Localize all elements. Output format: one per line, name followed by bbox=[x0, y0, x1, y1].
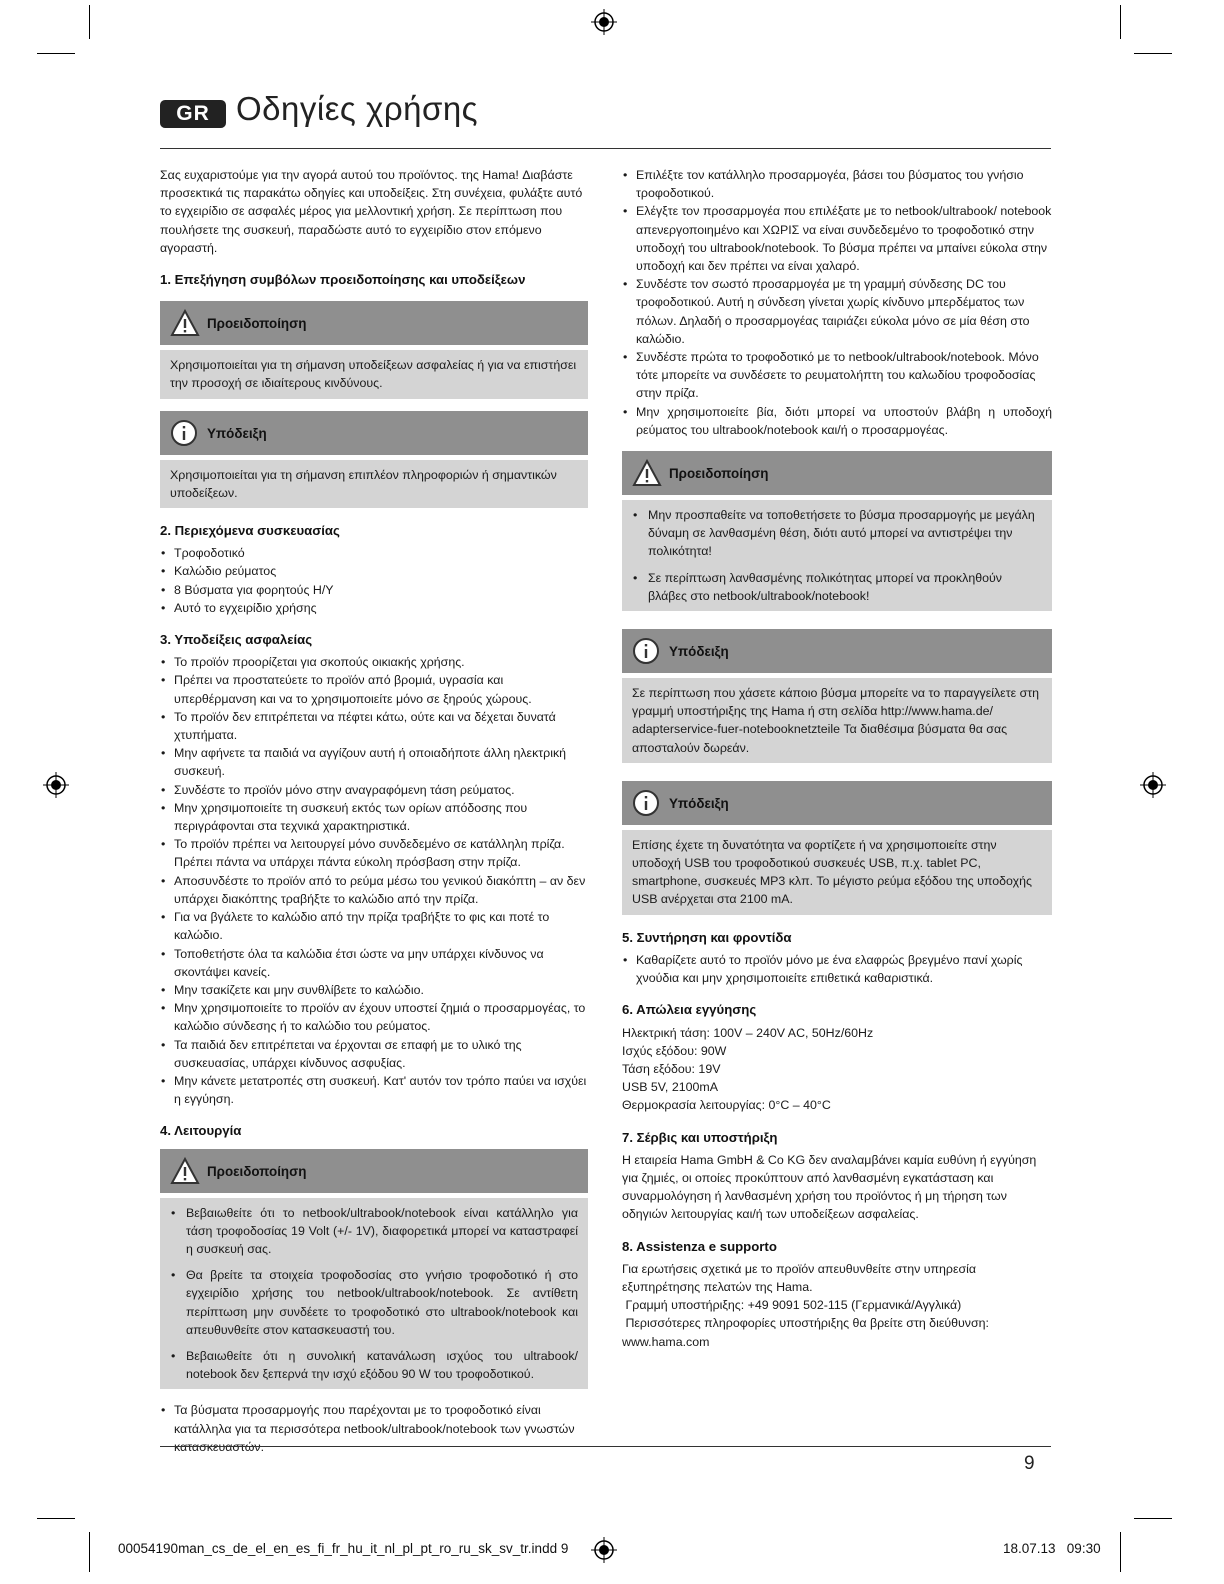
list-item: • Το προϊόν προορίζεται για σκοπούς οικιακής χρήσης. bbox=[160, 653, 588, 671]
crop-mark bbox=[1134, 1518, 1172, 1519]
list-item: • Το προϊόν δεν επιτρέπεται να πέφτει κάτω, ούτε και να δέχεται δυνατά χτυπήματα. bbox=[160, 708, 588, 744]
section-heading: 2. Περιεχόμενα συσκευασίας bbox=[160, 523, 340, 539]
hint-box bbox=[160, 411, 588, 508]
intro-paragraph: Σας ευχαριστούμε για την αγορά αυτού του προϊόντος. της Hama! Διαβάστε προσεκτικά τις παρακάτω οδηγίες και υποδείξεις. Στη συνέχεια, φυλάξτε αυτό το εγχειρίδιο σε ασφαλές μέρος για μελλοντική χρήση. Σε περίπτωση που πουλήσετε της συσκευή, παραδώστε αυτό το εγχειρίδιο στον επόμενο αγοραστή. bbox=[160, 168, 583, 255]
section-heading: 4. Λειτουργία bbox=[160, 1123, 242, 1139]
list-item: • Μην χρησιμοποιείτε το προϊόν αν έχουν υποστεί ζημιά ο προσαρμογέας, το καλώδιο σύνδεσης ή το καλώδιο του ρεύματος. bbox=[160, 999, 588, 1035]
registration-mark-icon bbox=[591, 1537, 617, 1563]
file-slug: 00054190man_cs_de_el_en_es_fi_fr_hu_it_nl_pl_pt_ro_ru_sk_sv_tr.indd 9 bbox=[118, 1541, 569, 1556]
footer-rule bbox=[160, 1446, 1051, 1447]
section-heading: 5. Συντήρηση και φροντίδα bbox=[622, 929, 792, 945]
warning-triangle-icon bbox=[632, 459, 662, 487]
support-line: Περισσότερες πληροφορίες υποστήριξης θα βρείτε στη διεύθυνση: bbox=[622, 1316, 989, 1331]
list-item: • Μην τσακίζετε και μην συνθλίβετε το καλώδιο. bbox=[160, 981, 588, 999]
support-line: Γραμμή υποστήριξης: +49 9091 502-115 (Γερμανικά/Αγγλικά) bbox=[622, 1298, 962, 1313]
list-item: • Τα βύσματα προσαρμογής που παρέχονται με το τροφοδοτικό είναι κατάλληλα για τα περισσότερα netbook/ultrabook/notebook των γνωστών κατασκευαστών. bbox=[160, 1401, 588, 1456]
list-item: • Αποσυνδέστε το προϊόν από το ρεύμα μέσω του γενικού διακόπτη – αν δεν υπάρχει διακόπτης τραβήξτε το καλώδιο από την πρίζα. bbox=[160, 872, 588, 908]
list-item: • Μην προσπαθείτε να τοποθετήσετε το βύσμα προσαρμογής με μεγάλη δύναμη σε λανθασμένη θέση, διότι αυτό μπορεί να αντιστρέψει την πολικότητα! bbox=[632, 506, 1042, 561]
warning-box bbox=[160, 301, 588, 398]
crop-mark bbox=[1134, 53, 1172, 54]
warning-label: Προειδοποίηση bbox=[669, 466, 769, 482]
service-paragraph: Η εταιρεία Hama GmbH & Co KG δεν αναλαμβάνει καμία ευθύνη ή εγγύηση για ζημιές, οι οποίες προκύπτουν από λανθασμένη εγκατάσταση και συναρμολόγηση ή λανθασμένη χρήση του προϊόντος ή μη τήρηση των οδηγιών λειτουργίας και/ή των υποδείξεων ασφαλείας. bbox=[622, 1152, 1037, 1222]
hint-box bbox=[622, 781, 1052, 915]
warning-text: Χρησιμοποιείται για τη σήμανση υποδείξεων ασφαλείας ή για να επιστήσει την προσοχή σε ιδιαίτερους κινδύνους. bbox=[170, 358, 577, 391]
page-header bbox=[160, 90, 1051, 149]
hint-text: Επίσης έχετε τη δυνατότητα να φορτίζετε ή να χρησιμοποιείτε στην υποδοχή USB του τροφοδοτικού συσκευές USB, π.χ. tablet PC, smartphone, συσκευές MP3 κλπ. Το μέγιστο ρεύμα εξόδου της υποδοχής USB ανέρχεται στα 2100 mA. bbox=[632, 837, 1032, 907]
crop-mark bbox=[37, 53, 75, 54]
list-item: • Τοποθετήστε όλα τα καλώδια έτσι ώστε να μην υπάρχει κίνδυνος να σκοντάψει κανείς. bbox=[160, 945, 588, 981]
list-item: • Μην κάνετε μετατροπές στη συσκευή. Κατ' αυτόν τον τρόπο παύει να ισχύει η εγγύηση. bbox=[160, 1072, 588, 1108]
hint-label: Υπόδειξη bbox=[207, 425, 267, 441]
warning-triangle-icon bbox=[170, 1157, 200, 1185]
list-item: • Αυτό το εγχειρίδιο χρήσης bbox=[160, 599, 588, 617]
list-item: • Πρέπει να προστατεύετε το προϊόν από βρομιά, υγρασία και υπερθέρμανση και να το χρησιμοποιείτε μόνο σε ξηρούς χώρους. bbox=[160, 671, 588, 707]
hint-text: Χρησιμοποιείται για τη σήμανση επιπλέον πληροφοριών ή σημαντικών υποδείξεων. bbox=[170, 467, 557, 500]
hint-box bbox=[622, 629, 1052, 763]
package-contents-list bbox=[160, 544, 588, 617]
list-item: • Συνδέστε το προϊόν μόνο στην αναγραφόμενη τάση ρεύματος. bbox=[160, 781, 588, 799]
list-item: • Συνδέστε τον σωστό προσαρμογέα με τη γραμμή σύνδεσης DC του τροφοδοτικού. Αυτή η σύνδεση γίνεται χωρίς κίνδυνο μπερδέματος των πόλων. Δηλαδή ο προσαρμογέας ταιριάζει εύκολα μόνο σε μία θέση στο καλώδιο. bbox=[622, 275, 1052, 348]
hint-text: Σε περίπτωση που χάσετε κάποιο βύσμα μπορείτε να το παραγγείλετε στη γραμμή υποστήριξης της Hama ή στη σελίδα http://www.hama.de/ adapterservice-fuer-notebooknetzteile Τα διαθέσιμα βύσματα θα σας αποσταλούν δωρεάν. bbox=[632, 686, 1039, 755]
section-heading: 6. Απώλεια εγγύησης bbox=[622, 1002, 757, 1018]
page-title: Οδηγίες χρήσης bbox=[236, 90, 479, 127]
warning-label: Προειδοποίηση bbox=[207, 1163, 307, 1179]
registration-mark-icon bbox=[43, 772, 69, 798]
list-item: • Θα βρείτε τα στοιχεία τροφοδοσίας στο γνήσιο τροφοδοτικό ή στο εγχειρίδιο χρήσης του netbook/ultrabook/notebook. Σε αντίθετη περίπτωση μην συνδέετε το τροφοδοτικό στο ultrabook/notebook και απευθυνθείτε στον κατασκευαστή του. bbox=[170, 1266, 578, 1339]
crop-mark bbox=[89, 5, 90, 39]
spec-line: Ισχύς εξόδου: 90W bbox=[622, 1043, 727, 1058]
section-heading: 3. Υποδείξεις ασφαλείας bbox=[160, 632, 313, 648]
hint-label: Υπόδειξη bbox=[669, 795, 729, 811]
info-icon bbox=[632, 789, 662, 817]
spec-line: Ηλεκτρική τάση: 100V – 240V AC, 50Hz/60Hz bbox=[622, 1025, 874, 1040]
spec-line: Τάση εξόδου: 19V bbox=[622, 1061, 721, 1076]
list-item: • Μην χρησιμοποιείτε τη συσκευή εκτός των ορίων απόδοσης που περιγράφονται στα τεχνικά χαρακτηριστικά. bbox=[160, 799, 588, 835]
list-item: • Καθαρίζετε αυτό το προϊόν μόνο με ένα ελαφρώς βρεγμένο πανί χωρίς χνούδια και μην χρησιμοποιείτε επιθετικά καθαριστικά. bbox=[622, 951, 1052, 987]
operation-steps-list bbox=[622, 166, 1052, 439]
section-heading: 8. Assistenza e supporto bbox=[622, 1238, 777, 1254]
list-item: • 8 Βύσματα για φορητούς Η/Υ bbox=[160, 581, 588, 599]
section-heading: 7. Σέρβις και υποστήριξη bbox=[622, 1129, 778, 1145]
section-heading: 1. Επεξήγηση συμβόλων προειδοποίησης και υποδείξεων bbox=[160, 272, 526, 288]
info-icon bbox=[632, 637, 662, 665]
warning-box bbox=[160, 1149, 588, 1390]
list-item: • Το προϊόν πρέπει να λειτουργεί μόνο συνδεδεμένο σε κατάλληλη πρίζα. Πρέπει πάντα να υπάρχει πάντα εύκολη πρόσβαση στην πρίζα. bbox=[160, 835, 588, 871]
left-column bbox=[160, 166, 588, 1456]
spec-line: Θερμοκρασία λειτουργίας: 0°C – 40°C bbox=[622, 1098, 831, 1113]
warning-box bbox=[622, 451, 1052, 611]
list-item: • Τα παιδιά δεν επιτρέπεται να έρχονται σε επαφή με το υλικό της συσκευασίας, υπάρχει κίνδυνος ασφυξίας. bbox=[160, 1036, 588, 1072]
registration-mark-icon bbox=[591, 9, 617, 35]
crop-mark bbox=[1120, 5, 1121, 39]
list-item: • Βεβαιωθείτε ότι η συνολική κατανάλωση ισχύος του ultrabook/ notebook δεν ξεπερνά την ισχύ εξόδου 90 W του τροφοδοτικού. bbox=[170, 1347, 578, 1383]
list-item: • Βεβαιωθείτε ότι το netbook/ultrabook/notebook είναι κατάλληλο για τάση τροφοδοσίας 19 Volt (+/- 1V), διαφορετικά μπορεί να καταστραφεί η συσκευή σας. bbox=[170, 1204, 578, 1259]
list-item: • Για να βγάλετε το καλώδιο από την πρίζα τραβήξτε το φις και ποτέ το καλώδιο. bbox=[160, 908, 588, 944]
list-item: • Σε περίπτωση λανθασμένης πολικότητας μπορεί να προκληθούν βλάβες στο netbook/ultrabook/notebook! bbox=[632, 569, 1042, 605]
specs-block bbox=[622, 1024, 1052, 1115]
list-item: • Καλώδιο ρεύματος bbox=[160, 562, 588, 580]
print-datetime: 18.07.13 09:30 bbox=[1003, 1541, 1101, 1556]
crop-mark bbox=[1120, 1532, 1121, 1572]
hint-label: Υπόδειξη bbox=[669, 644, 729, 660]
right-column bbox=[622, 166, 1052, 1351]
info-icon bbox=[170, 419, 200, 447]
page-number: 9 bbox=[1024, 1453, 1035, 1474]
maintenance-list bbox=[622, 951, 1052, 987]
list-item: • Επιλέξτε τον κατάλληλο προσαρμογέα, βάσει του βύσματος του γνήσιο τροφοδοτικού. bbox=[622, 166, 1052, 202]
list-item: • Ελέγξτε τον προσαρμογέα που επιλέξατε με το netbook/ultrabook/ notebook απενεργοποιημένο και ΧΩΡΙΣ να είναι συνδεδεμένο το τροφοδοτικό στην υποδοχή του ultrabook/notebook. Το βύσμα πρέπει να μπαίνει εύκολα στην υποδοχή και δεν πρέπει να είναι χαλαρό. bbox=[622, 202, 1052, 275]
support-link[interactable]: www.hama.com bbox=[622, 1334, 710, 1349]
support-block bbox=[622, 1260, 1052, 1351]
warning-label: Προειδοποίηση bbox=[207, 316, 307, 332]
list-item: • Μην αφήνετε τα παιδιά να αγγίζουν αυτή ή οποιαδήποτε άλλη ηλεκτρική συσκευή. bbox=[160, 744, 588, 780]
crop-mark bbox=[37, 1518, 75, 1519]
spec-line: USB 5V, 2100mA bbox=[622, 1080, 718, 1095]
warning-triangle-icon bbox=[170, 309, 200, 337]
list-item: • Τροφοδοτικό bbox=[160, 544, 588, 562]
support-line: Για ερωτήσεις σχετικά με το προϊόν απευθυνθείτε στην υπηρεσία εξυπηρέτησης πελατών της Hama. bbox=[622, 1261, 977, 1294]
registration-mark-icon bbox=[1140, 772, 1166, 798]
list-item: • Μην χρησιμοποιείτε βία, διότι μπορεί να υποστούν βλάβη η υποδοχή ρεύματος του ultrabook/notebook και/ή ο προσαρμογέας. bbox=[622, 403, 1052, 439]
list-item: • Συνδέστε πρώτα το τροφοδοτικό με το netbook/ultrabook/notebook. Μόνο τότε μπορείτε να συνδέσετε το ρευματολήπτη του καλωδίου τροφοδοσίας στην πρίζα. bbox=[622, 348, 1052, 403]
crop-mark bbox=[89, 1532, 90, 1572]
operation-list bbox=[160, 1401, 588, 1456]
safety-list bbox=[160, 653, 588, 1108]
language-badge: GR bbox=[160, 100, 226, 128]
